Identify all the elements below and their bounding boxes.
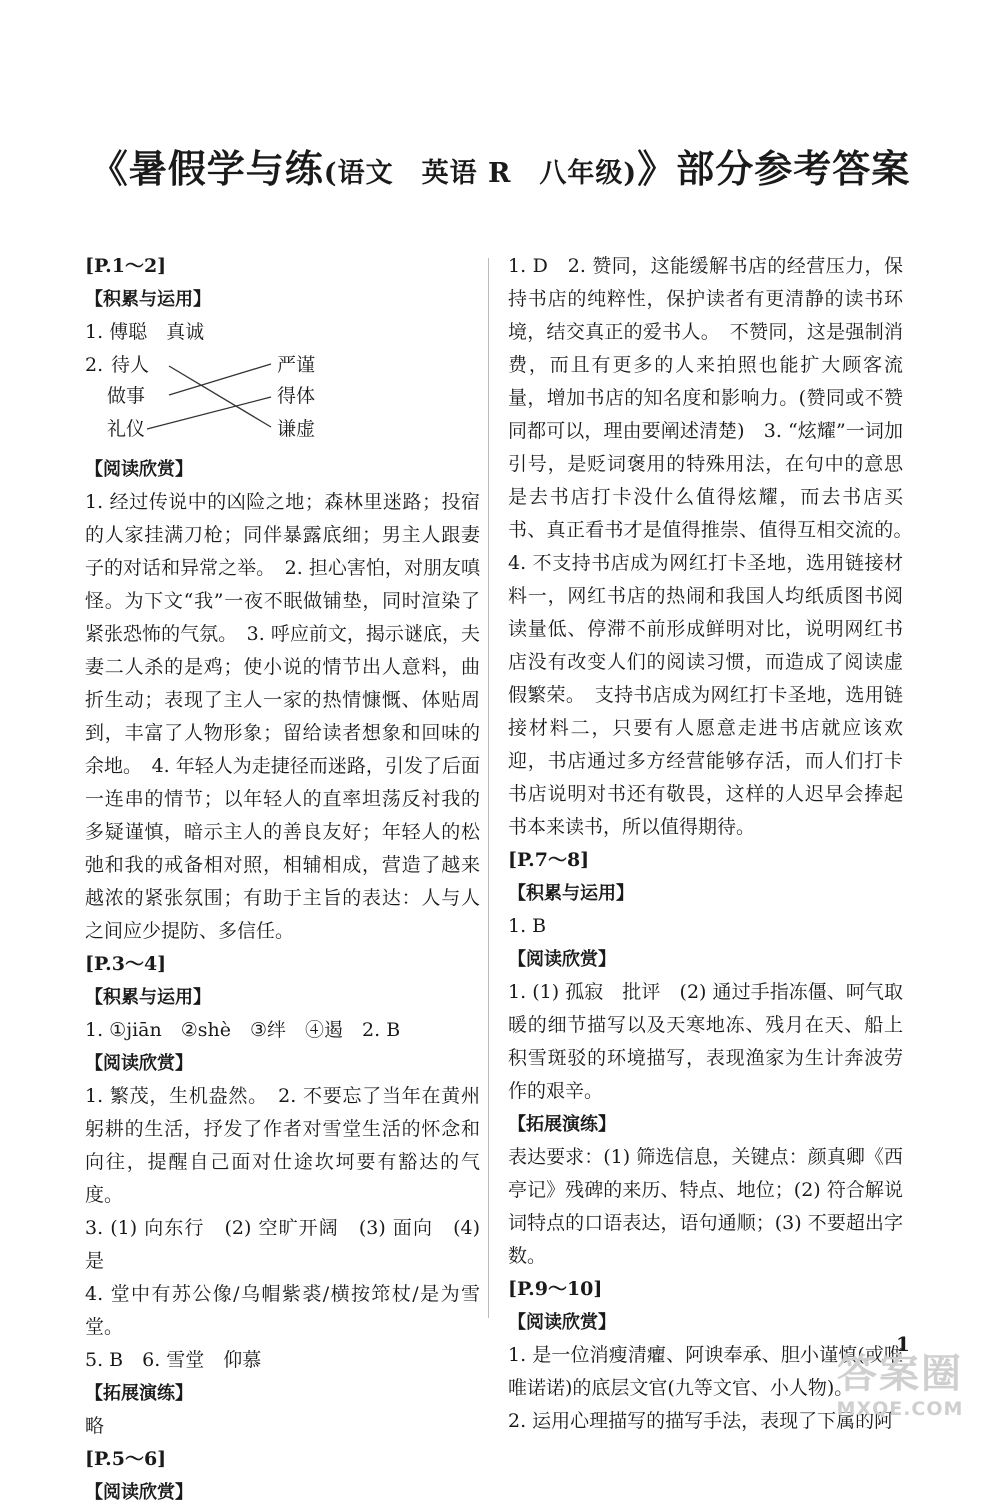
title-subtitle: (语文 英语 R 八年级): [323, 158, 638, 189]
match-left-2: 做事: [107, 385, 146, 407]
left-column: [85, 250, 480, 1509]
section-heading: 【积累与运用】: [85, 987, 211, 1008]
page-range-label: [P.5～6]: [85, 1448, 167, 1470]
match-left-1: 待人: [111, 354, 150, 376]
page-number: 1: [896, 1332, 910, 1356]
page-range-label: [P.9～10]: [508, 1278, 603, 1300]
answer-text: 1. ①jiān ②shè ③绊 ④遏 2. B: [85, 1019, 401, 1041]
matching-exercise: [85, 349, 480, 451]
match-right-1: 严谨: [277, 354, 316, 376]
section-heading: 【阅读欣赏】: [508, 949, 616, 970]
match-number: 2.: [85, 354, 104, 376]
answer-text: 3. (1) 向东行 (2) 空旷开阔 (3) 面向 (4) 是: [85, 1217, 480, 1272]
answer-text: 略: [85, 1415, 105, 1437]
answer-paragraph: 1. 是一位消瘦清癯、阿谀奉承、胆小谨慎(或唯唯诺诺)的底层文官(九等文官、小人物)。: [508, 1344, 903, 1399]
right-column: [508, 250, 923, 1438]
section-heading: 【积累与运用】: [85, 289, 211, 310]
watermark-logo: [820, 1350, 980, 1420]
column-divider: [488, 258, 489, 1318]
match-right-2: 得体: [277, 385, 316, 407]
answer-paragraph: 1. D 2. 赞同，这能缓解书店的经营压力，保持书店的纯粹性，保护读者有更清静的读书环境，结交真正的爱书人。 不赞同，这是强制消费，而且有更多的人来拍照也能扩大顾客流量，增加书店的知名度和影响力。(赞同或不赞同都可以，理由要阐述清楚) 3. “炫耀”一词加引号，是贬词褒用的特殊用法，在句中的意思是去书店打卡没什么值得炫耀，而去书店买书、真正看书才是值得推崇、值得互相交流的。 4. 不支持书店成为网红打卡圣地，选用链接材料一，网红书店的热闹和我国人均纸质图书阅读量低、停滞不前形成鲜明对比，说明网红书店没有改变人们的阅读习惯，而造成了阅读虚假繁荣。 支持书店成为网红打卡圣地，选用链接材料二，只要有人愿意走进书店就应该欢迎，书店通过多方经营能够存活，而人们打卡书店说明对书还有敬畏，这样的人迟早会捧起书本来读书，所以值得期待。: [508, 255, 923, 838]
match-right-3: 谦虚: [277, 418, 316, 440]
answer-paragraph: 1. 经过传说中的凶险之地；森林里迷路；投宿的人家挂满刀枪；同伴暴露底细；男主人跟妻子的对话和异常之举。 2. 担心害怕，对朋友嗔怪。为下文“我”一夜不眠做铺垫，同时渲染了紧张恐怖的气氛。 3. 呼应前文，揭示谜底，夫妻二人杀的是鸡；使小说的情节出人意料，曲折生动；表现了主人一家的热情慷慨、体贴周到，丰富了人物形象；留给读者想象和回味的余地。 4. 年轻人为走捷径而迷路，引发了后面一连串的情节；以年轻人的直率坦荡反衬我的多疑谨慎，暗示主人的善良友好；年轻人的松弛和我的戒备相对照，相辅相成，营造了越来越浓的紧张氛围；有助于主旨的表达：人与人之间应少提防、多信任。: [85, 491, 480, 942]
section-heading: 【阅读欣赏】: [85, 459, 193, 480]
page-title: [0, 138, 1000, 193]
watermark-url: MXQE.COM: [836, 1398, 964, 1420]
section-heading: 【积累与运用】: [508, 883, 634, 904]
answer-text: 1. 傅聪 真诚: [85, 321, 205, 343]
section-heading: 【阅读欣赏】: [508, 1312, 616, 1333]
answer-paragraph: 表达要求：(1) 筛选信息，关键点：颜真卿《西亭记》残碑的来历、特点、地位；(2) 符合解说词特点的口语表达，语句通顺；(3) 不要超出字数。: [508, 1146, 903, 1267]
answer-text: 1. B: [508, 915, 547, 937]
title-main-close: 》部分参考答案: [637, 146, 911, 191]
section-heading: 【拓展演练】: [85, 1383, 193, 1404]
answer-text: 2. 运用心理描写的描写手法，表现了下属的阿: [508, 1410, 894, 1432]
answer-paragraph: 1. 繁茂，生机盎然。 2. 不要忘了当年在黄州躬耕的生活，抒发了作者对雪堂生活的怀念和向往，提醒自己面对仕途坎坷要有豁达的气度。: [85, 1085, 480, 1206]
answer-text: 4. 堂中有苏公像/乌帽紫裘/横按筇杖/是为雪堂。: [85, 1283, 480, 1338]
page-range-label: [P.3～4]: [85, 953, 167, 975]
section-heading: 【拓展演练】: [508, 1114, 616, 1135]
page-range-label: [P.1～2]: [85, 255, 167, 277]
match-left-3: 礼仪: [107, 418, 146, 440]
answer-paragraph: 1. (1) 孤寂 批评 (2) 通过手指冻僵、呵气取暖的细节描写以及天寒地冻、残月在天、船上积雪斑驳的环境描写，表现渔家为生计奔波劳作的艰辛。: [508, 981, 903, 1102]
section-heading: 【阅读欣赏】: [85, 1053, 193, 1074]
section-heading: 【阅读欣赏】: [85, 1482, 193, 1503]
answer-text: 5. B 6. 雪堂 仰慕: [85, 1349, 262, 1371]
title-main-open: 《暑假学与练: [89, 146, 324, 191]
page-range-label: [P.7～8]: [508, 849, 590, 871]
watermark-text: 答案圈: [837, 1351, 963, 1397]
